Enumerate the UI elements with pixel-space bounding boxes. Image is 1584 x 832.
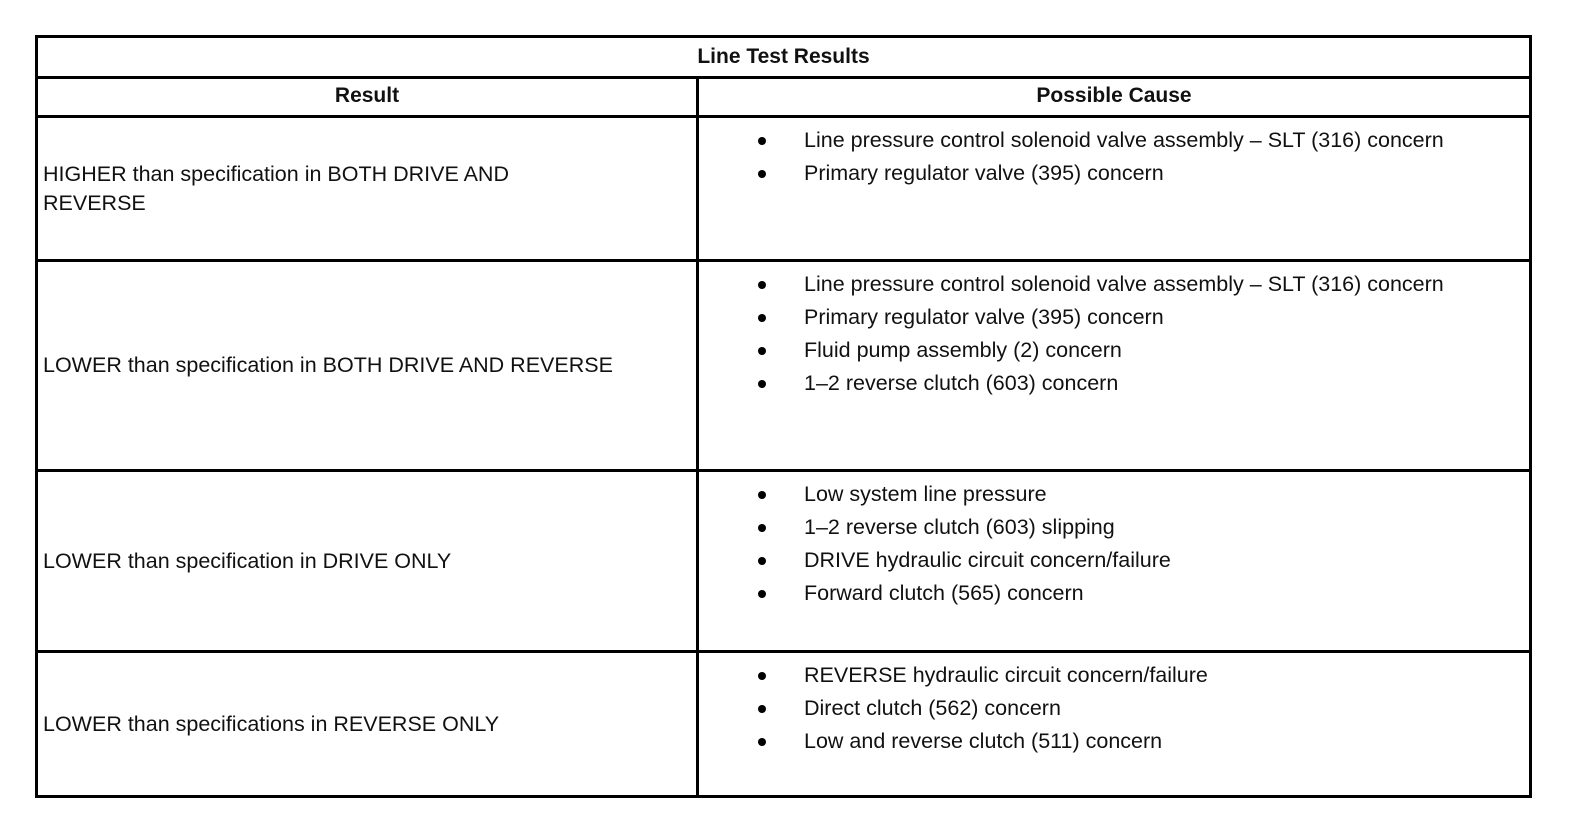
cause-list [699,661,1529,760]
header-result: Result [38,76,699,115]
list-item: 1–2 reverse clutch (603) slipping [699,513,1529,542]
bullet-icon [758,557,766,565]
list-item: Direct clutch (562) concern [699,694,1529,723]
list-item: Low and reverse clutch (511) concern [699,727,1529,756]
cause-list [699,126,1529,192]
result-text: LOWER than specification in DRIVE ONLY [43,548,452,573]
table-row [38,653,1529,795]
bullet-icon [758,347,766,355]
list-item: Line pressure control solenoid valve assembly – SLT (316) concern [699,126,1529,155]
list-item: DRIVE hydraulic circuit concern/failure [699,546,1529,575]
bullet-icon [758,738,766,746]
list-item: Forward clutch (565) concern [699,579,1529,608]
list-item: REVERSE hydraulic circuit concern/failure [699,661,1529,690]
result-text: LOWER than specifications in REVERSE ONLY [43,711,500,736]
header-row [38,76,1529,118]
bullet-icon [758,672,766,680]
list-item: Primary regulator valve (395) concern [699,303,1529,332]
result-text: LOWER than specification in BOTH DRIVE AND REVERSE [43,353,613,377]
bullet-icon [758,380,766,388]
table-row [38,118,1529,262]
cause-list [699,480,1529,612]
result-cell [38,118,699,259]
bullet-icon [758,137,766,145]
cause-cell [699,118,1529,259]
header-possible-cause: Possible Cause [1036,83,1192,107]
table-row [38,472,1529,653]
cause-list [699,270,1529,402]
result-cell [38,653,699,795]
bullet-icon [758,524,766,532]
result-text: HIGHER than specification in BOTH DRIVE AND REVERSE [43,161,509,215]
bullet-icon [758,170,766,178]
bullet-icon [758,314,766,322]
table-row [38,262,1529,472]
list-item: Fluid pump assembly (2) concern [699,336,1529,365]
result-cell [38,472,699,650]
list-item: Line pressure control solenoid valve assembly – SLT (316) concern [699,270,1529,299]
list-item: 1–2 reverse clutch (603) concern [699,369,1529,398]
bullet-icon [758,705,766,713]
line-test-results-table [35,35,1532,798]
list-item: Primary regulator valve (395) concern [699,159,1529,188]
table-title: Line Test Results [38,38,1529,79]
result-cell [38,262,699,469]
bullet-icon [758,590,766,598]
bullet-icon [758,491,766,499]
bullet-icon [758,281,766,289]
list-item: Low system line pressure [699,480,1529,509]
cause-cell [699,262,1529,469]
cause-cell [699,472,1529,650]
cause-cell [699,653,1529,795]
